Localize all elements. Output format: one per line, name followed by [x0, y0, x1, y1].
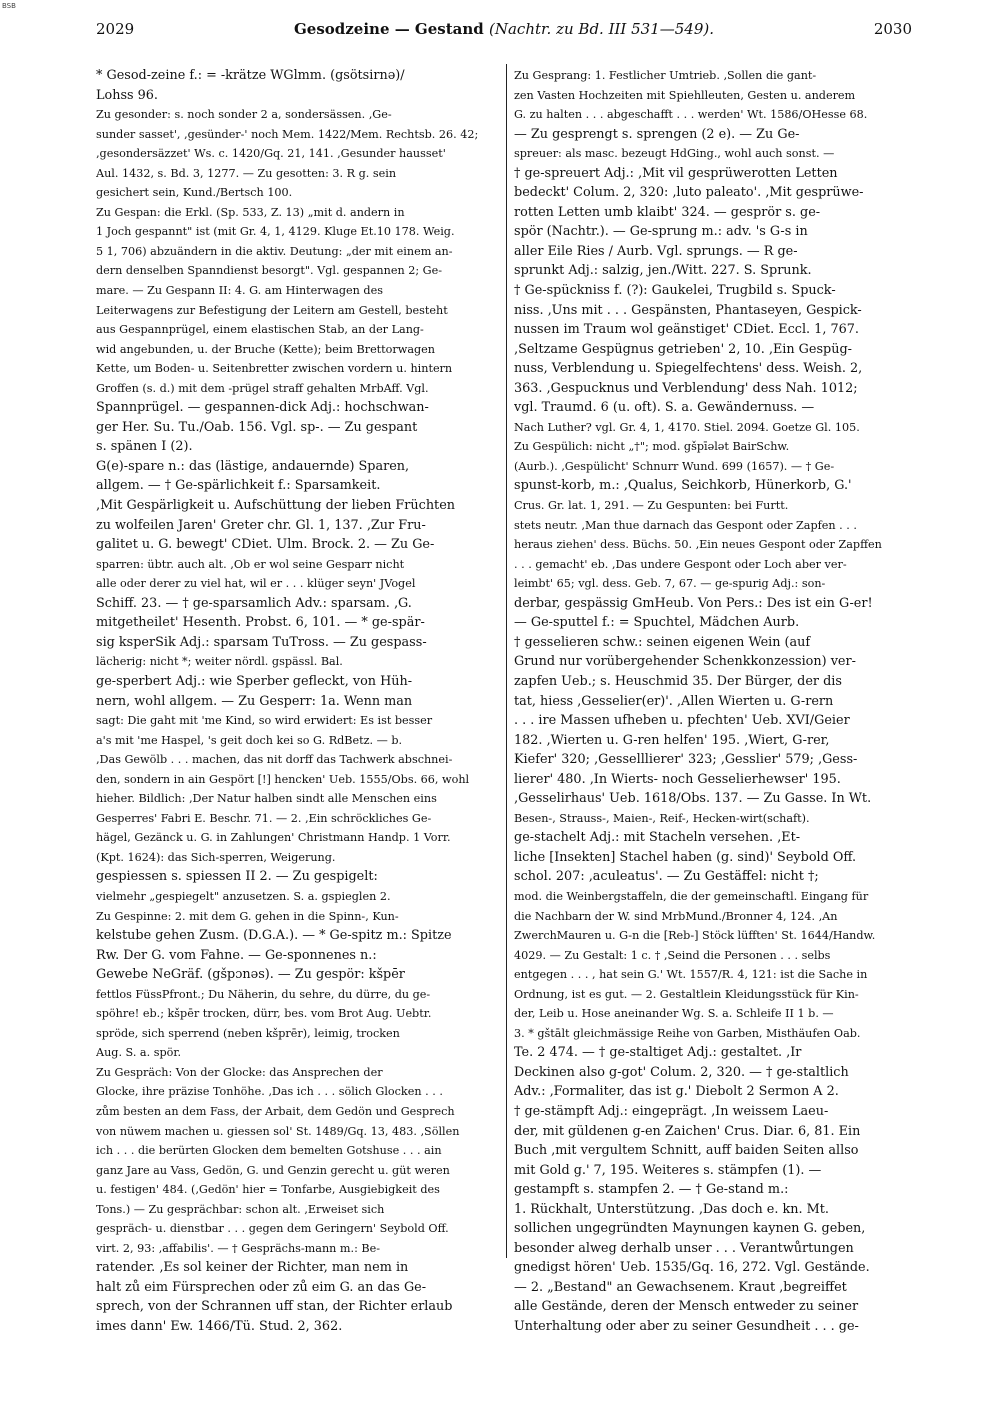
- text-line: 363. ‚Gespucknus und Verblendung' dess Nah. 1012;: [514, 380, 858, 396]
- text-line: heraus ziehen' dess. Büchs. 50. ‚Ein neues Gespont oder Zapffen: [514, 538, 882, 552]
- text-line: ZwerchMauren u. G-n die [Reb-] Stöck lüfften' St. 1644/Handw.: [514, 929, 876, 943]
- text-line: sunder sasset', ‚gesünder-' noch Mem. 1422/Mem. Rechtsb. 26. 42;: [96, 127, 479, 141]
- text-line: 3. * gštālt gleichmässige Reihe von Garben, Misthäufen Oab.: [514, 1026, 861, 1040]
- text-line: (Kpt. 1624): das Sich-sperren, Weigerung.: [96, 850, 336, 864]
- text-line: hägel, Gezänck u. G. in Zahlungen' Christmann Handp. 1 Vorr.: [96, 831, 451, 845]
- text-line: virt. 2, 93: ‚affabilis'. — † Gesprächs-mann m.: Be-: [96, 1241, 381, 1255]
- text-line: nern, wohl allgem. — Zu Gesperr: 1a. Wenn man: [96, 693, 413, 709]
- text-line: Adv.: ‚Formaliter, das ist g.' Diebolt 2 Sermon A 2.: [514, 1084, 839, 1100]
- text-line: ‚Das Gewölb . . . machen, das nit dorff das Tachwerk abschnei-: [96, 753, 453, 767]
- text-line: 182. ‚Wierten u. G-ren helfen' 195. ‚Wiert, G-rer,: [514, 732, 830, 748]
- text-line: bedeckt' Colum. 2, 320: ‚luto paleato'. ‚Mit gesprüwe-: [514, 185, 864, 201]
- text-line: Gesperres' Fabri E. Beschr. 71. — 2. ‚Ein schröckliches Ge-: [96, 811, 432, 825]
- text-line: spunst-korb, m.: ‚Qualus, Seichkorb, Hünerkorb, G.': [514, 478, 852, 494]
- text-line: 4029. — Zu Gestalt: 1 c. † ‚Seind die Personen . . . selbs: [514, 948, 831, 962]
- text-line: gespiessen s. spiessen II 2. — Zu gespigelt:: [96, 869, 378, 885]
- text-line: ge-stachelt Adj.: mit Stacheln versehen. ‚Et-: [514, 830, 801, 846]
- text-line: Glocke, ihre präzise Tonhöhe. ‚Das ich . . . sölich Glocken . . .: [96, 1085, 443, 1099]
- text-line: 1 Joch gespannt" ist (mit Gr. 4, 1, 4129. Kluge Et.10 178. Weig.: [96, 225, 455, 239]
- text-line: G. zu halten . . . abgeschafft . . . werden' Wt. 1586/OHesse 68.: [514, 108, 868, 122]
- text-line: Zu Gespan: die Erkl. (Sp. 533, Z. 13) „mit d. andern in: [96, 205, 405, 219]
- text-line: Buch ‚mit vergultem Schnitt, auff baiden Seiten allso: [514, 1143, 859, 1159]
- text-line: Zu gesonder: s. noch sonder 2 a, sondersässen. ‚Ge-: [96, 108, 392, 122]
- text-line: der, mit güldenen g-en Zaichen' Crus. Diar. 6, 81. Ein: [514, 1123, 861, 1139]
- text-line: † ge-stämpft Adj.: eingeprägt. ‚In weissem Laeu-: [514, 1103, 829, 1119]
- text-line: Grund nur vorübergehender Schenkkonzession) ver-: [514, 654, 856, 670]
- text-line: Gewebe NeGräf. (gšpɔnəs). — Zu gespör: kšpēr: [96, 967, 405, 983]
- text-line: (Aurb.). ‚Gespülicht' Schnurr Wund. 699 (1657). — † Ge-: [514, 459, 835, 473]
- text-line: s. spänen I (2).: [96, 439, 193, 455]
- text-line: ganz Jare au Vass, Gedön, G. und Genzin gerecht u. güt weren: [96, 1163, 450, 1177]
- text-line: G(e)-spare n.: das (lästige, andauernde) Sparen,: [96, 458, 410, 474]
- text-line: — Ge-sputtel f.: = Spuchtel, Mädchen Aurb.: [514, 615, 800, 631]
- text-line: Aug. S. a. spör.: [96, 1046, 182, 1060]
- text-line: sprech, von der Schrannen uff stan, der Richter erlaub: [96, 1299, 453, 1315]
- text-line: allgem. — † Ge-spärlichkeit f.: Sparsamkeit.: [96, 478, 381, 494]
- text-line: galitet u. G. bewegt' CDiet. Ulm. Brock. 2. — Zu Ge-: [96, 537, 435, 553]
- text-line: derbar, gespässig GmHeub. Von Pers.: Des ist ein G-er!: [514, 595, 873, 611]
- text-line: Ordnung, ist es gut. — 2. Gestaltlein Kleidungsstück für Kin-: [514, 987, 859, 1001]
- text-line: zům besten an dem Fass, der Arbait, dem Gedön und Gesprech: [96, 1104, 455, 1118]
- text-line: wid angebunden, u. der Bruche (Kette); beim Brettorwagen: [96, 342, 435, 356]
- text-line: † Ge-spückniss f. (?): Gaukelei, Trugbild s. Spuck-: [514, 283, 836, 299]
- text-line: nuss, Verblendung u. Spiegelfechtens' dess. Weish. 2,: [514, 361, 863, 377]
- text-line: 5 1, 706) abzuändern in die aktiv. Deutung: „der mit einem an-: [96, 244, 453, 258]
- running-title: [134, 20, 874, 38]
- page-number-left: 2029: [96, 20, 135, 38]
- text-line: ratender. ‚Es sol keiner der Richter, man nem in: [96, 1260, 409, 1276]
- text-line: † ge-spreuert Adj.: ‚Mit vil gesprüwerotten Letten: [514, 165, 838, 181]
- left-column: [96, 66, 494, 1337]
- text-line: Aul. 1432, s. Bd. 3, 1277. — Zu gesotten: 3. R g. sein: [96, 166, 397, 180]
- text-line: nussen im Traum wol geänstiget' CDiet. Eccl. 1, 767.: [514, 322, 859, 338]
- text-line: Besen-, Strauss-, Maien-, Reif-, Hecken-wirt(schaft).: [514, 811, 810, 825]
- text-line: zu wolfeilen Jaren' Greter chr. Gl. 1, 137. ‚Zur Fru-: [96, 517, 426, 533]
- text-line: aus Gespannprügel, einem elastischen Stab, an der Lang-: [96, 323, 424, 337]
- text-line: aller Eile Ries / Aurb. Vgl. sprungs. — R ge-: [514, 243, 798, 259]
- text-line: sollichen ungegründten Maynungen kaynen G. geben,: [514, 1221, 866, 1237]
- text-line: spröde, sich sperrend (neben kšprēr), leimig, trocken: [96, 1026, 400, 1040]
- text-line: rotten Letten umb klaibt' 324. — gesprör s. ge-: [514, 204, 821, 220]
- text-line: sparren: übtr. auch alt. ‚Ob er wol seine Gesparr nicht: [96, 557, 405, 571]
- text-line: stets neutr. ‚Man thue darnach das Gespont oder Zapfen . . .: [514, 518, 857, 532]
- text-line: — 2. „Bestand" an Gewachsenem. Kraut ‚begreiffet: [514, 1279, 847, 1295]
- text-line: Groffen (s. d.) mit dem -prügel straff gehalten MrbAff. Vgl.: [96, 381, 429, 395]
- text-line: halt zů eim Fürsprechen oder zů eim G. an das Ge-: [96, 1279, 427, 1295]
- text-line: ger Her. Su. Tu./Oab. 156. Vgl. sp-. — Zu gespant: [96, 419, 418, 435]
- text-line: kelstube gehen Zusm. (D.G.A.). — * Ge-spitz m.: Spitze: [96, 928, 452, 944]
- text-line: u. festigen' 484. (‚Gedön' hier = Tonfarbe, Ausgiebigkeit des: [96, 1183, 440, 1197]
- text-line: Nach Luther? vgl. Gr. 4, 1, 4170. Stiel. 2094. Goetze Gl. 105.: [514, 420, 860, 434]
- text-line: vgl. Traumd. 6 (u. oft). S. a. Gewändernuss. —: [514, 400, 815, 416]
- page-number-right: 2030: [873, 20, 912, 38]
- text-line: Spannprügel. — gespannen-dick Adj.: hochschwan-: [96, 400, 429, 416]
- text-line: entgegen . . . , hat sein G.' Wt. 1557/R. 4, 121: ist die Sache in: [514, 968, 868, 982]
- text-line: hieher. Bildlich: ‚Der Natur halben sindt alle Menschen eins: [96, 792, 437, 806]
- text-line: liche [Insekten] Stachel haben (g. sind)' Seybold Off.: [514, 849, 857, 865]
- right-column: [514, 66, 912, 1337]
- text-line: fettlos FüssPfront.; Du Näherin, du sehre, du dürre, du ge-: [96, 987, 431, 1001]
- text-line: . . . ire Massen ufheben u. pfechten' Ueb. XVI/Geier: [514, 713, 850, 729]
- text-line: Rw. Der G. vom Fahne. — Ge-sponnenes n.:: [96, 947, 377, 963]
- text-line: sagt: Die gaht mit 'me Kind, so wird erwidert: Es ist besser: [96, 714, 433, 728]
- library-stamp: BSB: [2, 2, 16, 10]
- text-line: Unterhaltung oder aber zu seiner Gesundheit . . . ge-: [514, 1319, 859, 1334]
- text-line: zapfen Ueb.; s. Heuschmid 35. Der Bürger, der dis: [514, 673, 842, 689]
- text-line: Zu Gesprang: 1. Festlicher Umtrieb. ‚Sollen die gant-: [514, 69, 817, 82]
- text-line: † gesselieren schw.: seinen eigenen Wein (auf: [514, 634, 811, 650]
- text-line: Te. 2 474. — † ge-staltiget Adj.: gestaltet. ‚Ir: [514, 1045, 802, 1061]
- text-line: tat, hiess ‚Gesselier(er)'. ‚Allen Wierten u. G-rern: [514, 693, 834, 709]
- text-line: Zu Gespräch: Von der Glocke: das Ansprechen der: [96, 1065, 383, 1079]
- text-line: Lohss 96.: [96, 87, 158, 103]
- page-header: [96, 20, 912, 46]
- text-line: mitgetheilet' Hesenth. Probst. 6, 101. — * ge-spär-: [96, 615, 425, 631]
- text-line: * Gesod-zeine f.: = -krätze WGlmm. (gsötsirnə)/: [96, 68, 405, 83]
- text-line: vielmehr „gespiegelt" anzusetzen. S. a. gspieglen 2.: [96, 889, 391, 903]
- text-line: von nüwem machen u. giessen sol' St. 1489/Gq. 13, 483. ‚Söllen: [96, 1124, 460, 1138]
- text-line: leimbt' 65; vgl. dess. Geb. 7, 67. — ge-spurig Adj.: son-: [514, 577, 826, 591]
- text-line: zen Vasten Hochzeiten mit Spiehlleuten, Gesten u. anderem: [514, 88, 856, 102]
- text-line: ich . . . die berürten Glocken dem bemelten Gotshuse . . . ain: [96, 1144, 442, 1158]
- text-line: alle oder derer zu viel hat, wil er . . . klüger seyn' JVogel: [96, 577, 416, 591]
- text-line: mit Gold g.' 7, 195. Weiteres s. stämpfen (1). —: [514, 1162, 822, 1178]
- column-divider: [506, 64, 507, 1258]
- text-line: ‚Gesselirhaus' Ueb. 1618/Obs. 137. — Zu Gasse. In Wt.: [514, 791, 872, 807]
- running-title-note: (Nachtr. zu Bd. III 531—549).: [489, 20, 715, 38]
- text-line: Kiefer' 320; ‚Gesselllierer' 323; ‚Gesslier' 579; ‚Gess-: [514, 752, 858, 768]
- text-line: spöhre! eb.; kšpēr trocken, dürr, bes. vom Brot Aug. Uebtr.: [96, 1007, 432, 1021]
- text-line: Leiterwagens zur Befestigung der Leitern am Gestell, besteht: [96, 303, 448, 317]
- text-line: spör (Nachtr.). — Ge-sprung m.: adv. 's G-s in: [514, 224, 808, 240]
- text-line: Kette, um Boden- u. Seitenbretter zwischen vordern u. hintern: [96, 362, 453, 376]
- text-line: ge-sperbert Adj.: wie Sperber gefleckt, von Hüh-: [96, 673, 413, 689]
- text-line: a's mit 'me Haspel, 's geit doch kei so G. RdBetz. — b.: [96, 733, 403, 747]
- text-line: ‚Seltzame Gespügnus getrieben' 2, 10. ‚Ein Gespüg-: [514, 341, 852, 357]
- text-line: — Zu gesprengt s. sprengen (2 e). — Zu Ge-: [514, 126, 800, 142]
- text-line: die Nachbarn der W. sind MrbMund./Bronner 4, 124. ‚An: [514, 909, 838, 923]
- text-line: alle Gestände, deren der Mensch entweder zu seiner: [514, 1299, 859, 1315]
- text-line: sprunkt Adj.: salzig, jen./Witt. 227. S. Sprunk.: [514, 263, 812, 279]
- text-line: gesichert sein, Kund./Bertsch 100.: [96, 186, 293, 200]
- text-line: Tons.) — Zu gesprächbar: schon alt. ‚Erweiset sich: [96, 1202, 385, 1216]
- text-line: niss. ‚Uns mit . . . Gespänsten, Phantaseyen, Gespick-: [514, 302, 862, 318]
- text-line: den, sondern in ain Gespört [!] hencken' Ueb. 1555/Obs. 66, wohl: [96, 772, 470, 786]
- text-line: mare. — Zu Gespann II: 4. G. am Hinterwagen des: [96, 284, 383, 298]
- text-line: gnedigst hören' Ueb. 1535/Gq. 16, 272. Vgl. Gestände.: [514, 1260, 870, 1276]
- text-line: Deckinen also g-got' Colum. 2, 320. — † ge-staltlich: [514, 1064, 849, 1080]
- running-title-main: Gesodzeine — Gestand: [293, 20, 484, 38]
- text-line: dern denselben Spanndienst besorgt". Vgl. gespannen 2; Ge-: [96, 264, 443, 278]
- text-line: schol. 207: ‚aculeatus'. — Zu Gestäffel: nicht †;: [514, 869, 819, 885]
- text-line: . . . gemacht' eb. ‚Das undere Gespont oder Loch aber ver-: [514, 557, 847, 571]
- text-line: spreuer: als masc. bezeugt HdGing., wohl auch sonst. —: [514, 147, 835, 161]
- text-line: ‚gesondersäzzet' Ws. c. 1420/Gq. 21, 141. ‚Gesunder hausset': [96, 147, 446, 161]
- text-line: Zu Gespülich: nicht „†"; mod. gšpīələt BairSchw.: [514, 440, 790, 454]
- text-line: 1. Rückhalt, Unterstützung. ‚Das doch e. kn. Mt.: [514, 1201, 829, 1217]
- text-line: imes dann' Ew. 1466/Tü. Stud. 2, 362.: [96, 1319, 343, 1334]
- text-line: ‚Mit Gespärligkeit u. Aufschüttung der lieben Früchten: [96, 498, 456, 514]
- text-line: gespräch- u. dienstbar . . . gegen dem Geringern' Seybold Off.: [96, 1222, 449, 1236]
- text-line: besonder alweg derhalb unser . . . Verantwůrtungen: [514, 1240, 854, 1256]
- text-line: Schiff. 23. — † ge-sparsamlich Adv.: sparsam. ‚G.: [96, 595, 412, 611]
- text-line: lächerig: nicht *; weiter nördl. gspässl. Bal.: [96, 655, 343, 669]
- text-line: mod. die Weinbergstaffeln, die der gemeinschaftl. Eingang für: [514, 889, 869, 903]
- text-line: Zu Gespinne: 2. mit dem G. gehen in die Spinn-, Kun-: [96, 909, 399, 923]
- text-line: sig ksperSik Adj.: sparsam TuTross. — Zu gespass-: [96, 634, 427, 650]
- text-line: gestampft s. stampfen 2. — † Ge-stand m.:: [514, 1182, 789, 1198]
- text-line: lierer' 480. ‚In Wierts- noch Gesselierhewser' 195.: [514, 771, 841, 787]
- text-line: Crus. Gr. lat. 1, 291. — Zu Gespunten: bei Furtt.: [514, 499, 789, 513]
- text-line: der, Leib u. Hose aneinander Wg. S. a. Schleife II 1 b. —: [514, 1007, 834, 1021]
